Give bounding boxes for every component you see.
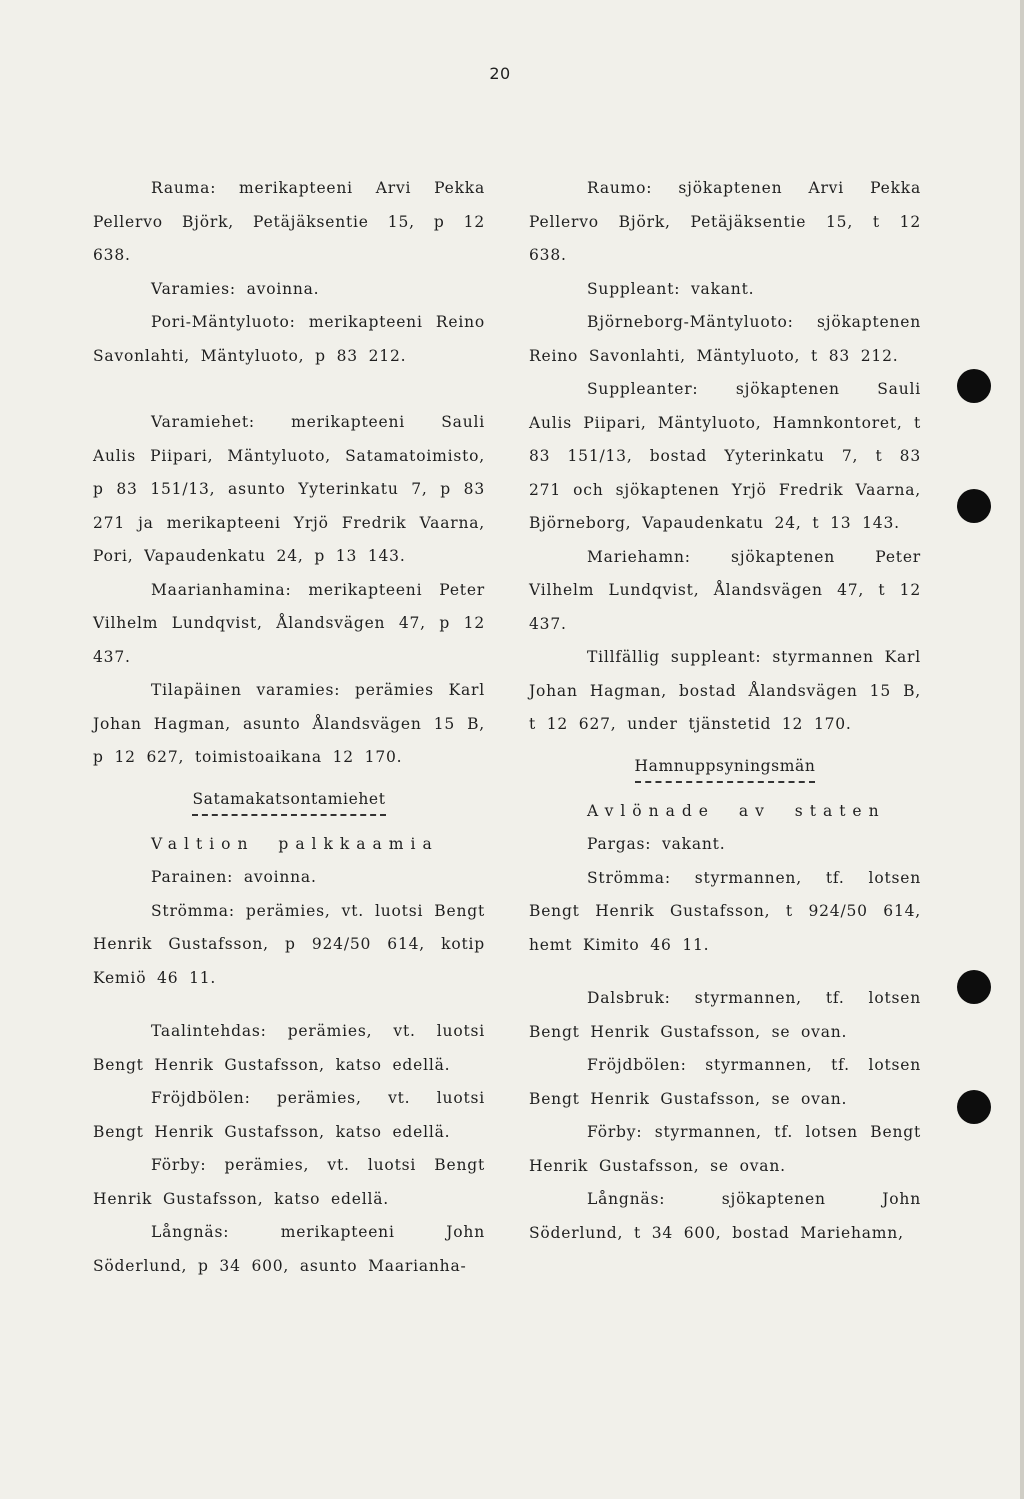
paragraph-rauma: Rauma: merikapteeni Arvi Pekka Pellervo Björk, Petäjäksentie 15, p 12 638.: [93, 179, 485, 264]
paragraph-tillfallig: Tillfällig suppleant: styrmannen Karl Johan Hagman, bostad Ålandsvägen 15 B, t 12 627, under tjänstetid 12 170.: [529, 648, 921, 733]
paragraph-forby: Förby: perämies, vt. luotsi Bengt Henrik Gustafsson, katso edellä.: [93, 1156, 485, 1208]
punch-hole: [957, 369, 991, 403]
finnish-column: [93, 172, 485, 1283]
subheading: Valtion palkkaamia: [151, 834, 439, 853]
paragraph-varamies: Varamies: avoinna.: [151, 279, 320, 298]
section-heading-text: Hamnuppsyningsmän: [635, 752, 816, 783]
paragraph-varamiehet: Varamiehet: merikapteeni Sauli Aulis Piipari, Mäntyluoto, Satamatoimisto, p 83 151/13, asunto Yyterinkatu 7, p 83 271 ja merikapteeni Yrjö Fredrik Vaarna, Pori, Vapaudenkatu 24, p 13 143.: [93, 413, 485, 565]
punch-hole: [957, 970, 991, 1004]
paragraph-raumo: Raumo: sjökaptenen Arvi Pekka Pellervo Björk, Petäjäksentie 15, t 12 638.: [529, 179, 921, 264]
paragraph-dalsbruk: Dalsbruk: styrmannen, tf. lotsen Bengt Henrik Gustafsson, se ovan.: [529, 989, 921, 1041]
paragraph-suppleanter: Suppleanter: sjökaptenen Sauli Aulis Piipari, Mäntyluoto, Hamnkontoret, t 83 151/13, bostad Yyterinkatu 7, t 83 271 och sjökaptenen Yrjö Fredrik Vaarna, Björneborg, Vapaudenkatu 24, t 13 143.: [529, 380, 921, 532]
paragraph-mariehamn: Mariehamn: sjökaptenen Peter Vilhelm Lundqvist, Ålandsvägen 47, t 12 437.: [529, 547, 921, 633]
paragraph-langnas: Långnäs: merikapteeni John Söderlund, p 34 600, asunto Maarianha-: [93, 1223, 485, 1275]
page-number: 20: [489, 64, 511, 83]
paragraph-taalintehdas: Taalintehdas: perämies, vt. luotsi Bengt Henrik Gustafsson, katso edellä.: [93, 1022, 485, 1074]
paragraph-forby: Förby: styrmannen, tf. lotsen Bengt Henrik Gustafsson, se ovan.: [529, 1123, 921, 1175]
paragraph-suppleant: Suppleant: vakant.: [587, 279, 755, 298]
paragraph-stromma: Strömma: styrmannen, tf. lotsen Bengt Henrik Gustafsson, t 924/50 614, hemt Kimito 46 11.: [529, 868, 921, 954]
paragraph-maarianhamina: Maarianhamina: merikapteeni Peter Vilhelm Lundqvist, Ålandsvägen 47, p 12 437.: [93, 580, 485, 666]
section-heading: [529, 752, 921, 783]
page-edge: [1020, 0, 1024, 1499]
section-heading-text: Satamakatsontamiehet: [192, 785, 385, 816]
paragraph-pargas: Pargas: vakant.: [587, 835, 726, 853]
paragraph-frojdbolen: Fröjdbölen: styrmannen, tf. lotsen Bengt Henrik Gustafsson, se ovan.: [529, 1056, 921, 1108]
swedish-column: [529, 172, 921, 1250]
punch-hole: [957, 1090, 991, 1124]
paragraph-langnas: Långnäs: sjökaptenen John Söderlund, t 34 600, bostad Mariehamn,: [529, 1190, 921, 1242]
paragraph-stromma: Strömma: perämies, vt. luotsi Bengt Henrik Gustafsson, p 924/50 614, kotip Kemiö 46 11.: [93, 901, 485, 987]
paragraph-parainen: Parainen: avoinna.: [151, 868, 317, 886]
paragraph-pori: Pori-Mäntyluoto: merikapteeni Reino Savonlahti, Mäntyluoto, p 83 212.: [93, 313, 485, 365]
paragraph-tilapainen: Tilapäinen varamies: perämies Karl Johan Hagman, asunto Ålandsvägen 15 B, p 12 627, toimistoaikana 12 170.: [93, 681, 485, 766]
punch-hole: [957, 489, 991, 523]
section-heading: [93, 785, 485, 816]
paragraph-bjorneborg: Björneborg-Mäntyluoto: sjökaptenen Reino Savonlahti, Mäntyluoto, t 83 212.: [529, 313, 921, 365]
paragraph-frojdbolen: Fröjdbölen: perämies, vt. luotsi Bengt Henrik Gustafsson, katso edellä.: [93, 1089, 485, 1141]
subheading: Avlönade av staten: [587, 801, 886, 820]
